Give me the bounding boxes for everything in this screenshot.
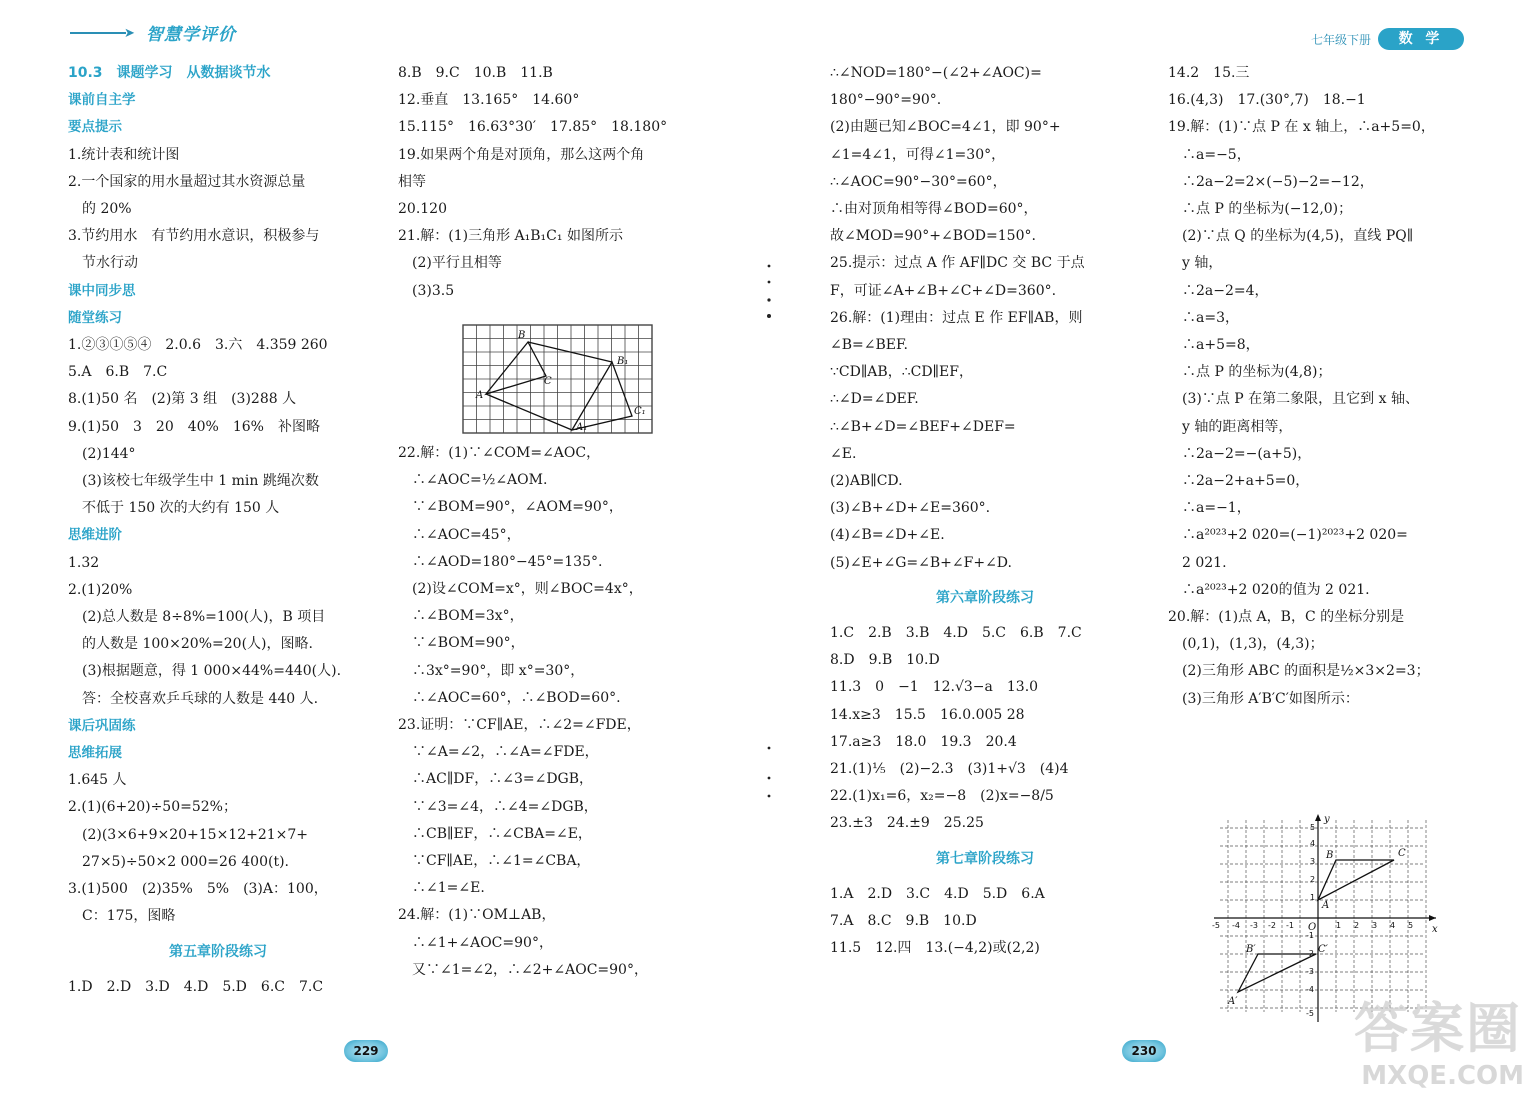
answer-line: 2.(1)(6+20)÷50=52%； xyxy=(68,799,237,816)
answer-line: (2)由题已知∠BOC=4∠1，即 90°+ xyxy=(830,119,1061,136)
fig1-label-a1: A₁ xyxy=(576,422,588,433)
answer-line: 21.解：(1)三角形 A₁B₁C₁ 如图所示 xyxy=(398,228,623,245)
origin-label: O xyxy=(1308,922,1317,933)
fig2-label-a: A xyxy=(1322,900,1330,911)
section-heading: 课中同步思 xyxy=(68,282,136,299)
svg-text:4: 4 xyxy=(1390,921,1396,930)
answer-line: 22.解：(1)∵∠COM=∠AOC， xyxy=(398,445,601,461)
fig1-label-c1: C₁ xyxy=(634,406,646,417)
answer-line: 26.解：(1)理由：过点 E 作 EF∥AB，则 xyxy=(830,309,1083,326)
answer-line: ∴∠BOM=3x°， xyxy=(398,608,524,625)
spacer xyxy=(830,873,1140,881)
answer-line: ∴a=−5， xyxy=(1168,146,1251,163)
svg-text:1: 1 xyxy=(1336,921,1342,930)
answer-line: ∴2a−2+a+5=0， xyxy=(1168,473,1310,490)
page-number-left: 229 xyxy=(344,1040,388,1062)
answer-line: (3)3.5 xyxy=(398,282,455,299)
svg-text:-2: -2 xyxy=(1268,921,1276,930)
svg-text:1: 1 xyxy=(1310,893,1316,902)
fig1-label-b: B xyxy=(518,330,526,341)
answer-line: 24.解：(1)∵OM⊥AB， xyxy=(398,907,556,924)
answer-line: 节水行动 xyxy=(68,255,138,272)
answer-line: 11.3 0 −1 12.√3−a 13.0 xyxy=(830,679,1039,696)
answer-line: 21.(1)⅕ (2)−2.3 (3)1+√3 (4)4 xyxy=(830,761,1069,778)
answer-line: ∵∠BOM=90°，∠AOM=90°， xyxy=(398,499,623,516)
answer-line: (2)144° xyxy=(68,445,136,462)
arrow-right-icon: ➤ xyxy=(124,26,135,41)
binding-marks-bottom xyxy=(766,740,772,800)
answer-line: ∠E. xyxy=(830,445,857,462)
column-2-bottom xyxy=(398,440,718,984)
svg-text:-1: -1 xyxy=(1306,931,1314,940)
answer-line: 又∵∠1=∠2，∴∠2+∠AOC=90°， xyxy=(398,961,648,978)
answer-line: 相等 xyxy=(398,173,426,190)
answer-line: ∵CD∥AB，∴CD∥EF， xyxy=(830,364,973,381)
answer-line: ∴∠AOC=90°−30°=60°， xyxy=(830,173,1007,190)
spacer xyxy=(830,577,1140,585)
section-title: 第六章阶段练习 xyxy=(936,589,1034,606)
answer-line: ∴2a−2=2×(−5)−2=−12， xyxy=(1168,173,1374,190)
fig1-label-a: A xyxy=(476,390,484,401)
answer-line: (3)∠B+∠D+∠E=360°. xyxy=(830,500,991,517)
axis-y-label: y xyxy=(1324,814,1330,825)
section-heading: 要点提示 xyxy=(68,119,122,136)
answer-line: 14.2 15.三 xyxy=(1168,65,1250,81)
answer-line: 19.如果两个角是对顶角，那么这两个角 xyxy=(398,146,645,163)
grade-label: 七年级下册 xyxy=(1310,33,1371,47)
answer-line: 1.D 2.D 3.D 4.D 5.D 6.C 7.C xyxy=(68,978,324,995)
section-heading: 思维拓展 xyxy=(68,745,122,762)
figure-grid-triangles xyxy=(462,324,654,440)
watermark-logo: 答案圈 xyxy=(1354,997,1522,1060)
answer-line: 3.节约用水 有节约用水意识，积极参与 xyxy=(68,228,320,245)
answer-line: C：175，图略 xyxy=(68,908,176,925)
section-title: 10.3 课题学习 从数据谈节水 xyxy=(68,65,271,81)
fig2-label-c: C xyxy=(1398,848,1406,859)
answer-line: (0,1)，(1,3)，(4,3)； xyxy=(1168,636,1324,653)
spacer xyxy=(830,612,1140,620)
svg-text:-4: -4 xyxy=(1306,985,1314,994)
answer-line: (3)根据题意，得 1 000×44%=440(人). xyxy=(68,663,342,680)
answer-line: 19.解：(1)∵点 P 在 x 轴上，∴a+5=0， xyxy=(1168,119,1435,136)
svg-text:-3: -3 xyxy=(1250,921,1258,930)
answer-line: (2)总人数是 8÷8%=100(人)，B 项目 xyxy=(68,609,326,626)
answer-line: ∴a²⁰²³+2 020的值为 2 021. xyxy=(1168,581,1370,598)
svg-text:3: 3 xyxy=(1372,921,1378,930)
answer-line: ∴点 P 的坐标为(−12,0)； xyxy=(1168,201,1353,218)
section-title: 第七章阶段练习 xyxy=(936,850,1034,867)
spacer xyxy=(68,966,368,974)
header-line xyxy=(70,32,126,34)
answer-line: 8.B 9.C 10.B 11.B xyxy=(398,65,553,81)
answer-line: 1.统计表和统计图 xyxy=(68,146,180,163)
answer-line: 2.(1)20% xyxy=(68,581,133,598)
answer-line: 20.120 xyxy=(398,201,447,218)
column-4 xyxy=(1168,60,1473,713)
answer-line: (2)设∠COM=x°，则∠BOC=4x°， xyxy=(398,581,643,598)
svg-text:5: 5 xyxy=(1408,921,1414,930)
answer-line: (2)平行且相等 xyxy=(398,255,502,272)
svg-text:2: 2 xyxy=(1310,875,1316,884)
answer-line: 14.x≥3 15.5 16.0.005 28 xyxy=(830,706,1025,723)
answer-line: 的 20% xyxy=(68,201,132,218)
answer-line: (2)AB∥CD. xyxy=(830,473,903,490)
answer-line: ∴a²⁰²³+2 020=(−1)²⁰²³+2 020= xyxy=(1168,527,1408,544)
answer-line: (5)∠E+∠G=∠B+∠F+∠D. xyxy=(830,554,1012,571)
answer-line: ∴∠AOC=45°， xyxy=(398,526,521,543)
answer-line: 1.A 2.D 3.C 4.D 5.D 6.A xyxy=(830,885,1045,902)
answer-line: ∴点 P 的坐标为(4,8)； xyxy=(1168,364,1332,381)
answer-line: 15.115° 16.63°30′ 17.85° 18.180° xyxy=(398,119,668,136)
answer-line: ∴∠D=∠DEF. xyxy=(830,391,919,408)
answer-line: ∴∠1=∠E. xyxy=(398,880,485,897)
spacer xyxy=(68,931,368,939)
brand-title: 智慧学评价 xyxy=(146,25,236,45)
axis-x-label: x xyxy=(1432,924,1438,935)
answer-line: 25.提示：过点 A 作 AF∥DC 交 BC 于点 xyxy=(830,255,1085,272)
answer-line: 不低于 150 次的大约有 150 人 xyxy=(68,500,280,517)
subject-badge: 数 学 xyxy=(1378,28,1464,50)
header-brand-block xyxy=(70,18,270,46)
answer-line: ∴∠1+∠AOC=90°， xyxy=(398,934,553,951)
answer-line: y 轴， xyxy=(1168,255,1223,272)
fig1-label-c: C xyxy=(544,376,552,387)
answer-line: 1.C 2.B 3.B 4.D 5.C 6.B 7.C xyxy=(830,625,1082,642)
answer-line: (2)三角形 ABC 的面积是½×3×2=3； xyxy=(1168,663,1430,680)
answer-line: ∵∠A=∠2，∴∠A=∠FDE， xyxy=(398,744,599,761)
fig2-label-a-prime: A′ xyxy=(1228,996,1238,1007)
fig2-label-b: B xyxy=(1326,850,1334,861)
answer-line: (2)(3×6+9×20+15×12+21×7+ xyxy=(68,826,309,843)
section-heading: 随堂练习 xyxy=(68,309,122,326)
answer-line: 2 021. xyxy=(1168,554,1227,571)
answer-line: (2)∵点 Q 的坐标为(4,5)，直线 PQ∥ xyxy=(1168,228,1414,245)
answer-line: ∵∠3=∠4，∴∠4=∠DGB， xyxy=(398,798,598,815)
answer-line: ∴∠B+∠D=∠BEF+∠DEF= xyxy=(830,418,1016,435)
answer-line: 5.A 6.B 7.C xyxy=(68,364,168,381)
answer-line: ∴∠AOD=180°−45°=135°. xyxy=(398,553,603,570)
section-heading: 思维进阶 xyxy=(68,527,122,544)
answer-line: ∴∠AOC=60°，∴∠BOD=60°. xyxy=(398,689,621,706)
answer-line: ∴2a−2=4， xyxy=(1168,282,1269,299)
answer-line: y 轴的距离相等， xyxy=(1168,418,1293,435)
svg-text:-5: -5 xyxy=(1212,921,1220,930)
answer-line: 2.一个国家的用水量超过其水资源总量 xyxy=(68,173,306,190)
section-title: 第五章阶段练习 xyxy=(169,943,267,960)
svg-text:4: 4 xyxy=(1310,839,1316,848)
section-heading: 课前自主学 xyxy=(68,92,136,109)
answer-line: 答：全校喜欢乒乓球的人数是 440 人. xyxy=(68,690,319,707)
answer-line: (4)∠B=∠D+∠E. xyxy=(830,527,945,544)
answer-line: ∠B=∠BEF. xyxy=(830,337,908,354)
answer-line: ∴CB∥EF，∴∠CBA=∠E， xyxy=(398,825,592,842)
answer-line: 17.a≥3 18.0 19.3 20.4 xyxy=(830,733,1017,750)
svg-text:-5: -5 xyxy=(1306,1009,1314,1018)
answer-line: ∵∠BOM=90°， xyxy=(398,635,525,652)
answer-line: 7.A 8.C 9.B 10.D xyxy=(830,913,977,930)
answer-line: (3)三角形 A′B′C′如图所示： xyxy=(1168,690,1359,707)
answer-line: 8.D 9.B 10.D xyxy=(830,652,940,669)
answer-line: F，可证∠A+∠B+∠C+∠D=360°. xyxy=(830,282,1057,299)
answer-line: 27×5)÷50×2 000=26 400(t). xyxy=(68,853,289,870)
page-number-right: 230 xyxy=(1122,1040,1166,1062)
fig1-label-b1: B₁ xyxy=(617,356,629,367)
answer-line: (3)该校七年级学生中 1 min 跳绳次数 xyxy=(68,473,319,490)
svg-text:-1: -1 xyxy=(1286,921,1294,930)
spacer xyxy=(830,838,1140,846)
answer-line: 11.5 12.四 13.(−4,2)或(2,2) xyxy=(830,940,1040,957)
answer-line: ∴∠AOC=½∠AOM. xyxy=(398,472,548,489)
answer-line: ∴∠NOD=180°−(∠2+∠AOC)= xyxy=(830,65,1042,81)
answer-line: 1.645 人 xyxy=(68,772,127,789)
answer-line: 23.证明：∵CF∥AE，∴∠2=∠FDE， xyxy=(398,717,641,734)
answer-line: 故∠MOD=90°+∠BOD=150°. xyxy=(830,228,1036,245)
answer-line: ∴2a−2=−(a+5)， xyxy=(1168,445,1312,462)
answer-line: ∴a+5=8， xyxy=(1168,337,1260,354)
section-heading: 课后巩固练 xyxy=(68,717,136,734)
answer-line: ∴AC∥DF，∴∠3=∠DGB， xyxy=(398,771,594,788)
fig2-label-c-prime: C′ xyxy=(1318,944,1328,955)
answer-line: 的人数是 100×20%=20(人)，图略. xyxy=(68,636,313,653)
answer-line: ∴a=3， xyxy=(1168,309,1239,326)
answer-line: 3.(1)500 (2)35% 5% (3)A：100， xyxy=(68,881,328,898)
answer-line: 22.(1)x₁=6，x₂=−8 (2)x=−8/5 xyxy=(830,788,1054,805)
answer-line: ∴a=−1， xyxy=(1168,500,1251,517)
answer-line: 20.解：(1)点 A，B，C 的坐标分别是 xyxy=(1168,609,1405,626)
answer-line: 16.(4,3) 17.(30°,7) 18.−1 xyxy=(1168,92,1366,109)
answer-line: ∠1=4∠1，可得∠1=30°， xyxy=(830,146,1006,163)
svg-text:2: 2 xyxy=(1354,921,1360,930)
answer-line: 1.32 xyxy=(68,554,100,571)
answer-line: ∵CF∥AE，∴∠1=∠CBA， xyxy=(398,853,591,870)
answer-line: ∴3x°=90°，即 x°=30°， xyxy=(398,662,585,679)
answer-line: 8.(1)50 名 (2)第 3 组 (3)288 人 xyxy=(68,391,297,408)
answer-line: (3)∵点 P 在第二象限，且它到 x 轴、 xyxy=(1168,391,1419,408)
fig2-label-b-prime: B′ xyxy=(1246,944,1256,955)
binding-marks-top xyxy=(766,260,772,330)
column-2-top xyxy=(398,60,718,305)
svg-text:-4: -4 xyxy=(1232,921,1240,930)
answer-line: 12.垂直 13.165° 14.60° xyxy=(398,92,580,109)
svg-text:-3: -3 xyxy=(1306,967,1314,976)
svg-text:5: 5 xyxy=(1310,823,1316,832)
column-1 xyxy=(68,60,368,1001)
svg-text:3: 3 xyxy=(1310,857,1316,866)
answer-line: 23.±3 24.±9 25.25 xyxy=(830,815,984,832)
column-3 xyxy=(830,60,1140,963)
watermark-url: MXQE.COM xyxy=(1361,1061,1524,1091)
svg-text:-2: -2 xyxy=(1306,949,1314,958)
answer-line: 1.②③①⑤④ 2.0.6 3.六 4.359 260 xyxy=(68,337,328,354)
answer-line: ∴由对顶角相等得∠BOD=60°， xyxy=(830,201,1038,218)
answer-line: 9.(1)50 3 20 40% 16% 补图略 xyxy=(68,418,320,435)
answer-line: 180°−90°=90°. xyxy=(830,92,942,109)
